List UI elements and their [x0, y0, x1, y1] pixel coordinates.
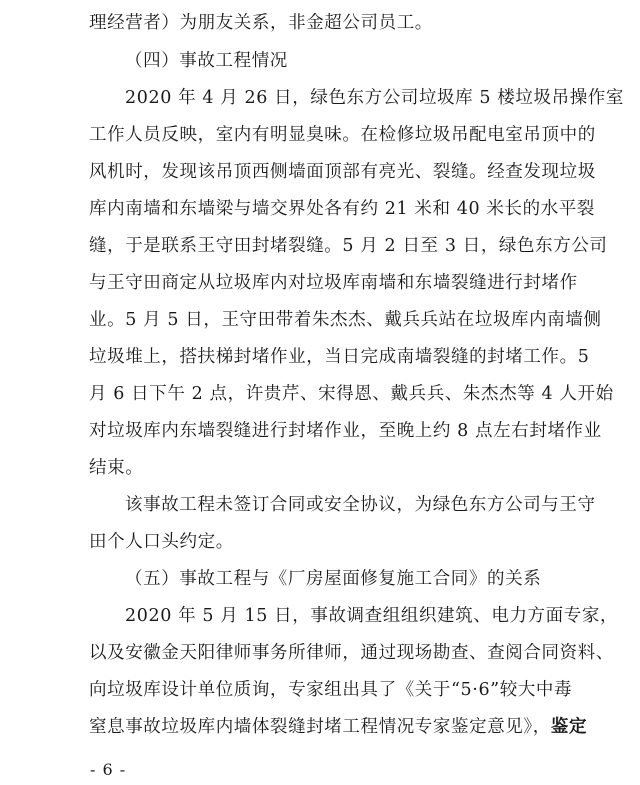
- section-4-para2-line: 该事故工程未签订合同或安全协议，为绿色东方公司与王守: [125, 495, 596, 515]
- section-4-para1-line: 2020 年 4 月 26 日，绿色东方公司垃圾库 5 楼垃圾吊操作室: [125, 88, 625, 108]
- section-5-para1-line: 向垃圾库设计单位质询，专家组出具了《关于“5·6”较大中毒: [89, 680, 573, 700]
- section-4-para1-line: 业。5 月 5 日，王守田带着朱杰杰、戴兵兵站在垃圾库内南墙侧: [89, 310, 602, 330]
- section-5-para1-line: [89, 716, 587, 738]
- section-4-para1-line: 库内南墙和东墙梁与墙交界处各有约 21 米和 40 米长的水平裂: [89, 199, 595, 219]
- section-4-heading: （四）事故工程情况: [125, 51, 288, 71]
- section-4-para1-line: 结束。: [89, 458, 144, 478]
- intro-tail-line: 理经营者）为朋友关系，非金超公司员工。: [89, 13, 433, 33]
- section-5-para1-line: 以及安徽金天阳律师事务所律师，通过现场勘查、查阅合同资料、: [89, 643, 614, 663]
- expert-opinion-label-start: 鉴定: [550, 717, 588, 737]
- section-4-para1-line: 与王守田商定从垃圾库内对垃圾库南墙和东墙裂缝进行封堵作: [89, 273, 578, 293]
- section-4-para1-line: 对垃圾库内东墙裂缝进行封堵作业，至晚上约 8 点左右封堵作业: [89, 421, 602, 441]
- section-5-para1-line: 2020 年 5 月 15 日，事故调查组组织建筑、电力方面专家，: [125, 606, 619, 626]
- section-4-para1-line: 缝，于是联系王守田封堵裂缝。5 月 2 日至 3 日，绿色东方公司: [89, 236, 608, 256]
- page-number: - 6 -: [90, 760, 127, 779]
- section-4-para1-line: 工作人员反映，室内有明显臭味。在检修垃圾吊配电室吊顶中的: [89, 125, 596, 145]
- section-4-para2-line: 田个人口头约定。: [89, 532, 234, 552]
- section-5-heading: （五）事故工程与《厂房屋面修复施工合同》的关系: [125, 569, 542, 589]
- section-5-para1-line4-text: 窒息事故垃圾库内墙体裂缝封堵工程情况专家鉴定意见》，: [89, 717, 551, 737]
- section-4-para1-line: 风机时，发现该吊顶西侧墙面顶部有亮光、裂缝。经查发现垃圾: [89, 162, 596, 182]
- section-4-para1-line: 月 6 日下午 2 点，许贵芹、宋得恩、戴兵兵、朱杰杰等 4 人开始: [89, 384, 614, 404]
- section-4-para1-line: 垃圾堆上，搭扶梯封堵作业，当日完成南墙裂缝的封堵工作。5: [89, 347, 590, 367]
